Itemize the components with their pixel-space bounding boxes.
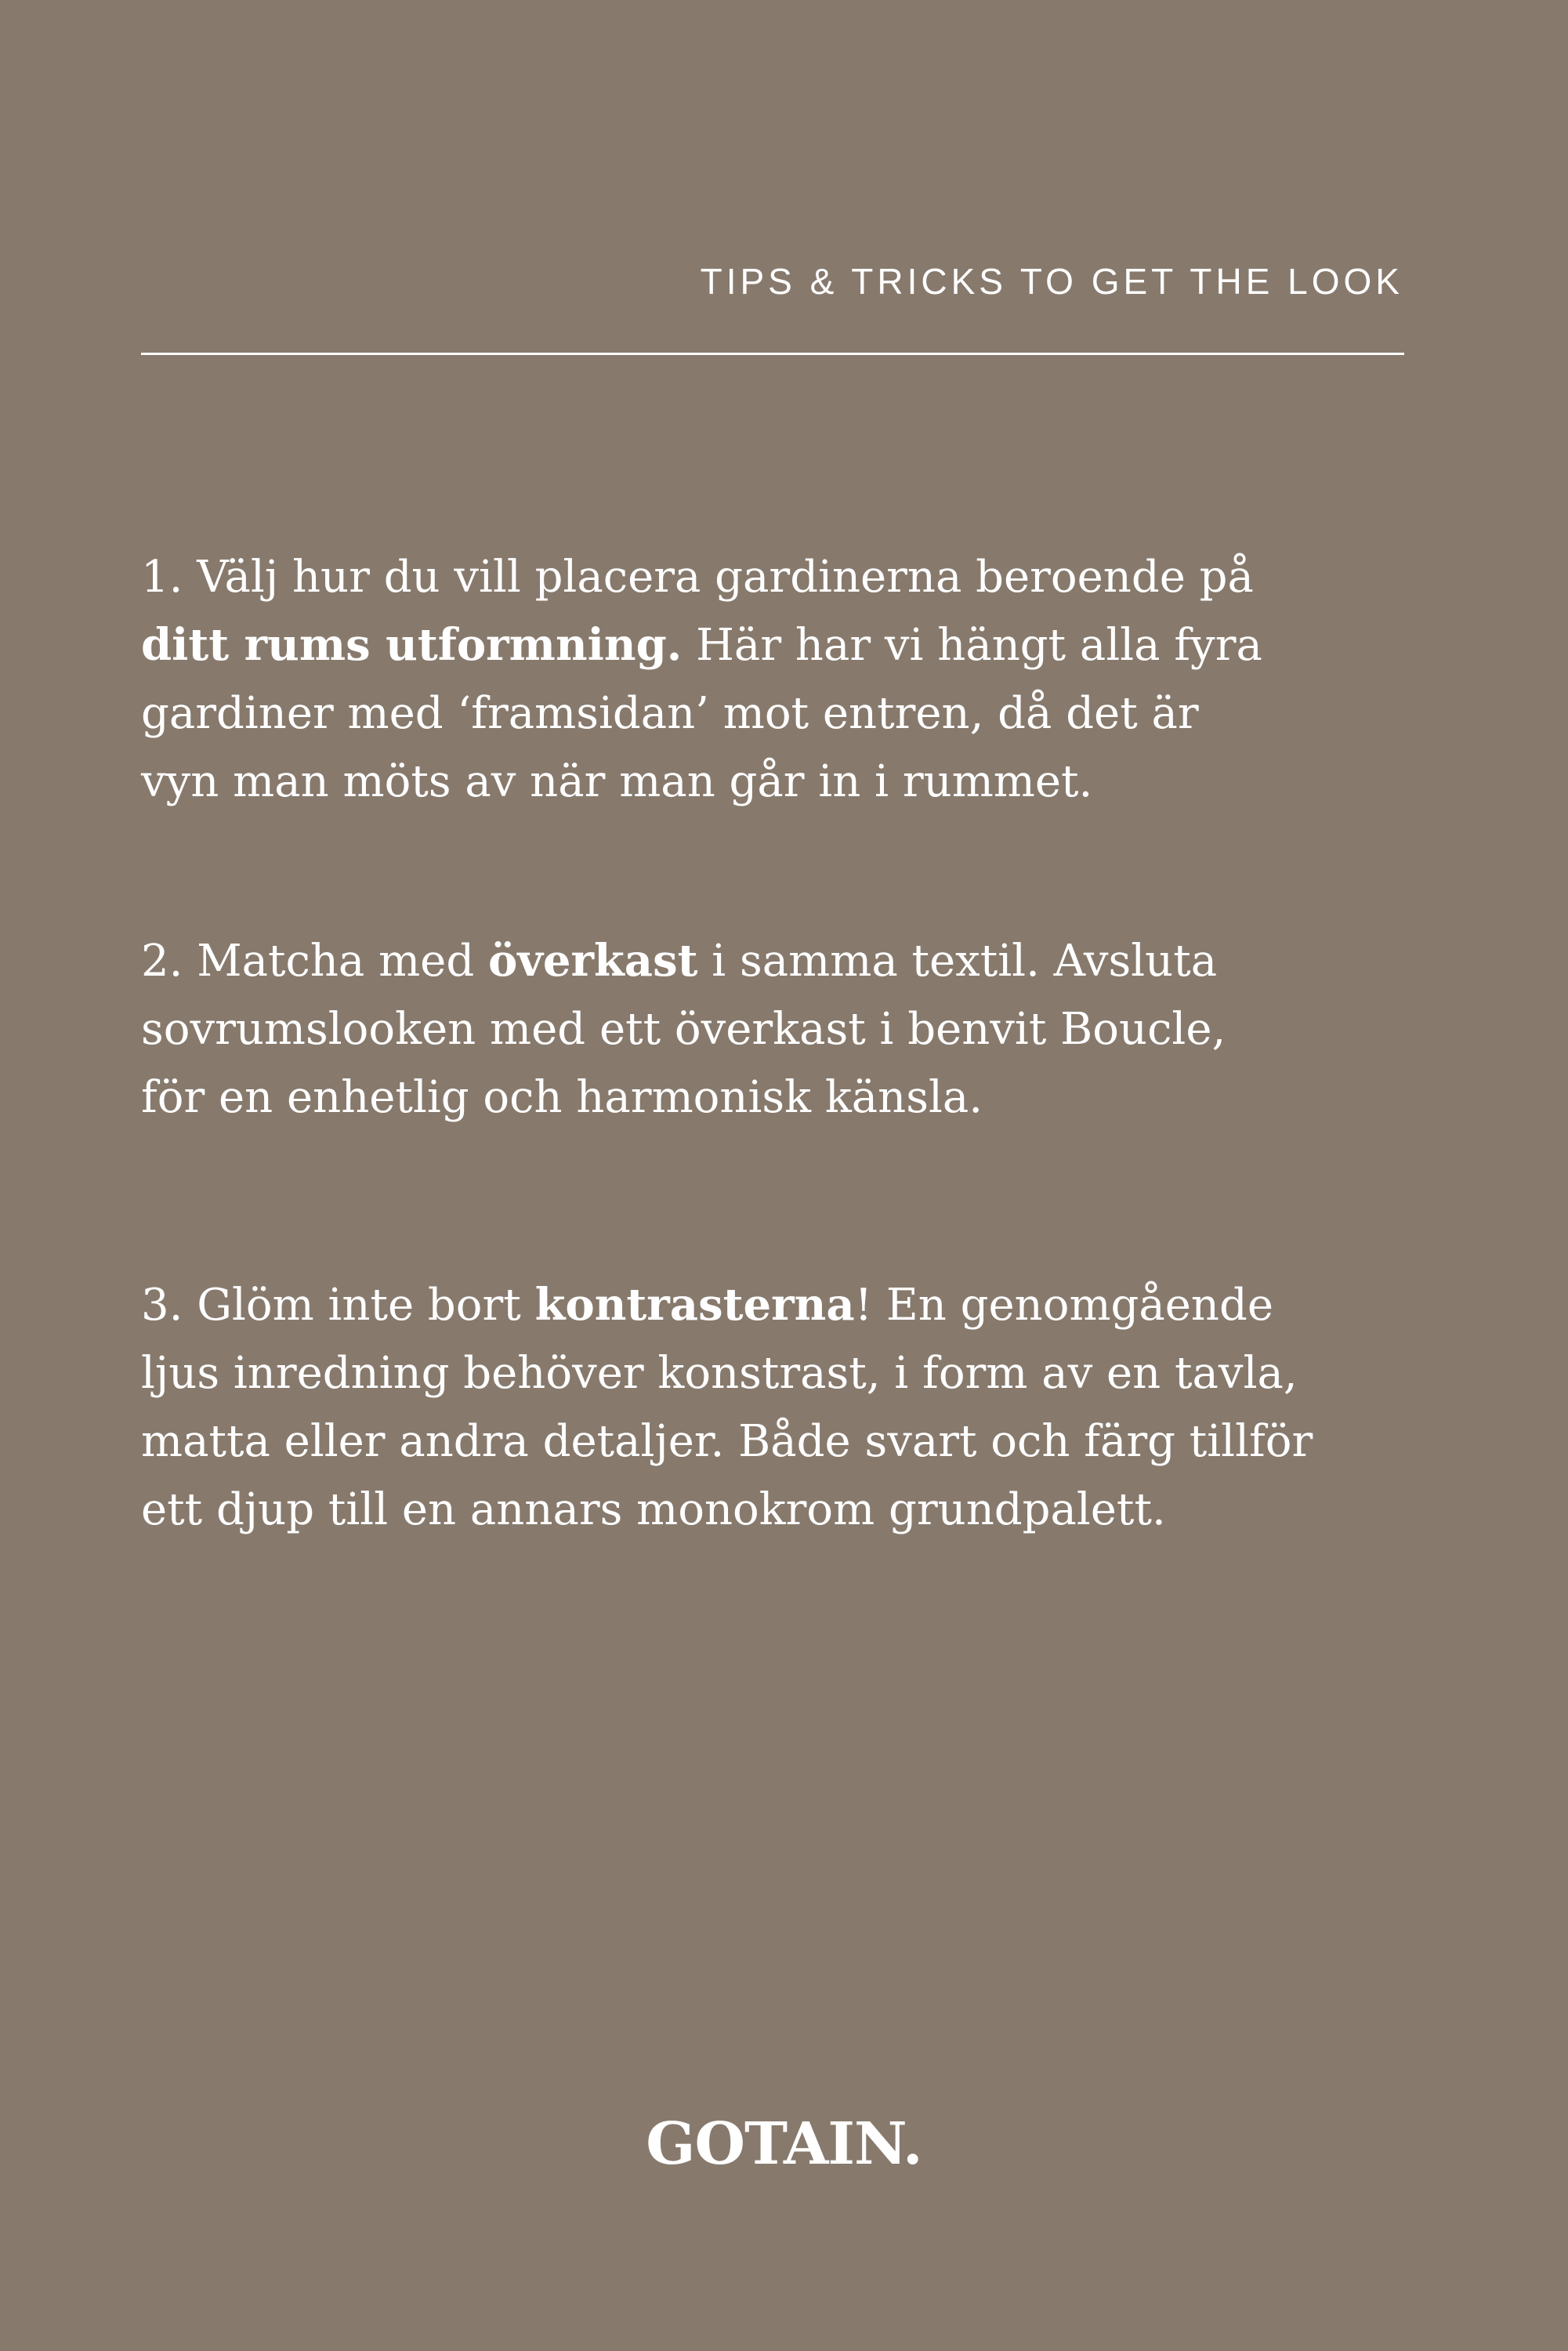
tip-1-text: 1. Välj hur du vill placera gardinerna beroende på (141, 552, 1254, 603)
tip-1-text: Här har vi hängt alla fyra (682, 620, 1262, 671)
tip-3-text: ett djup till en annars monokrom grundpalett. (141, 1484, 1166, 1535)
tip-3-line-3 (141, 1407, 1410, 1476)
tip-1-line-4 (141, 748, 1410, 816)
tip-2-text: sovrumslooken med ett överkast i benvit Boucle, (141, 1004, 1226, 1055)
tip-1-line-2 (141, 611, 1410, 679)
tip-1-line-3 (141, 679, 1410, 748)
tip-1-text: vyn man möts av när man går in i rummet. (141, 756, 1093, 807)
brand-logo: GOTAIN. (646, 2110, 922, 2178)
tip-3-highlight: kontrasterna (534, 1279, 855, 1331)
tip-1-text: gardiner med ‘framsidan’ mot entren, då det är (141, 688, 1199, 739)
tip-2-text: för en enhetlig och harmonisk känsla. (141, 1072, 983, 1123)
tip-1-highlight: ditt rums utformning. (141, 619, 683, 671)
tip-3-line-2 (141, 1339, 1410, 1407)
tip-1 (141, 543, 1410, 816)
tip-2-line-1 (141, 927, 1410, 995)
tip-2-text: 2. Matcha med (141, 936, 488, 987)
tip-3 (141, 1271, 1410, 1544)
tip-3-text: matta eller andra detaljer. Både svart och färg tillför (141, 1416, 1313, 1467)
tip-2 (141, 927, 1410, 1132)
tip-2-text: i samma textil. Avsluta (697, 936, 1218, 987)
tip-3-text: 3. Glöm inte bort (141, 1280, 535, 1331)
tip-3-line-4 (141, 1476, 1410, 1544)
tip-2-line-2 (141, 995, 1410, 1063)
tip-3-line-1 (141, 1271, 1410, 1339)
tip-2-line-3 (141, 1063, 1410, 1132)
tip-3-text: ! En genomgående (854, 1280, 1273, 1331)
title-divider (141, 353, 1404, 355)
tip-1-line-1 (141, 543, 1410, 611)
tip-2-highlight: överkast (487, 935, 698, 987)
section-title: TIPS & TRICKS TO GET THE LOOK (700, 261, 1403, 302)
tip-3-text: ljus inredning behöver konstrast, i form av en tavla, (141, 1348, 1298, 1399)
